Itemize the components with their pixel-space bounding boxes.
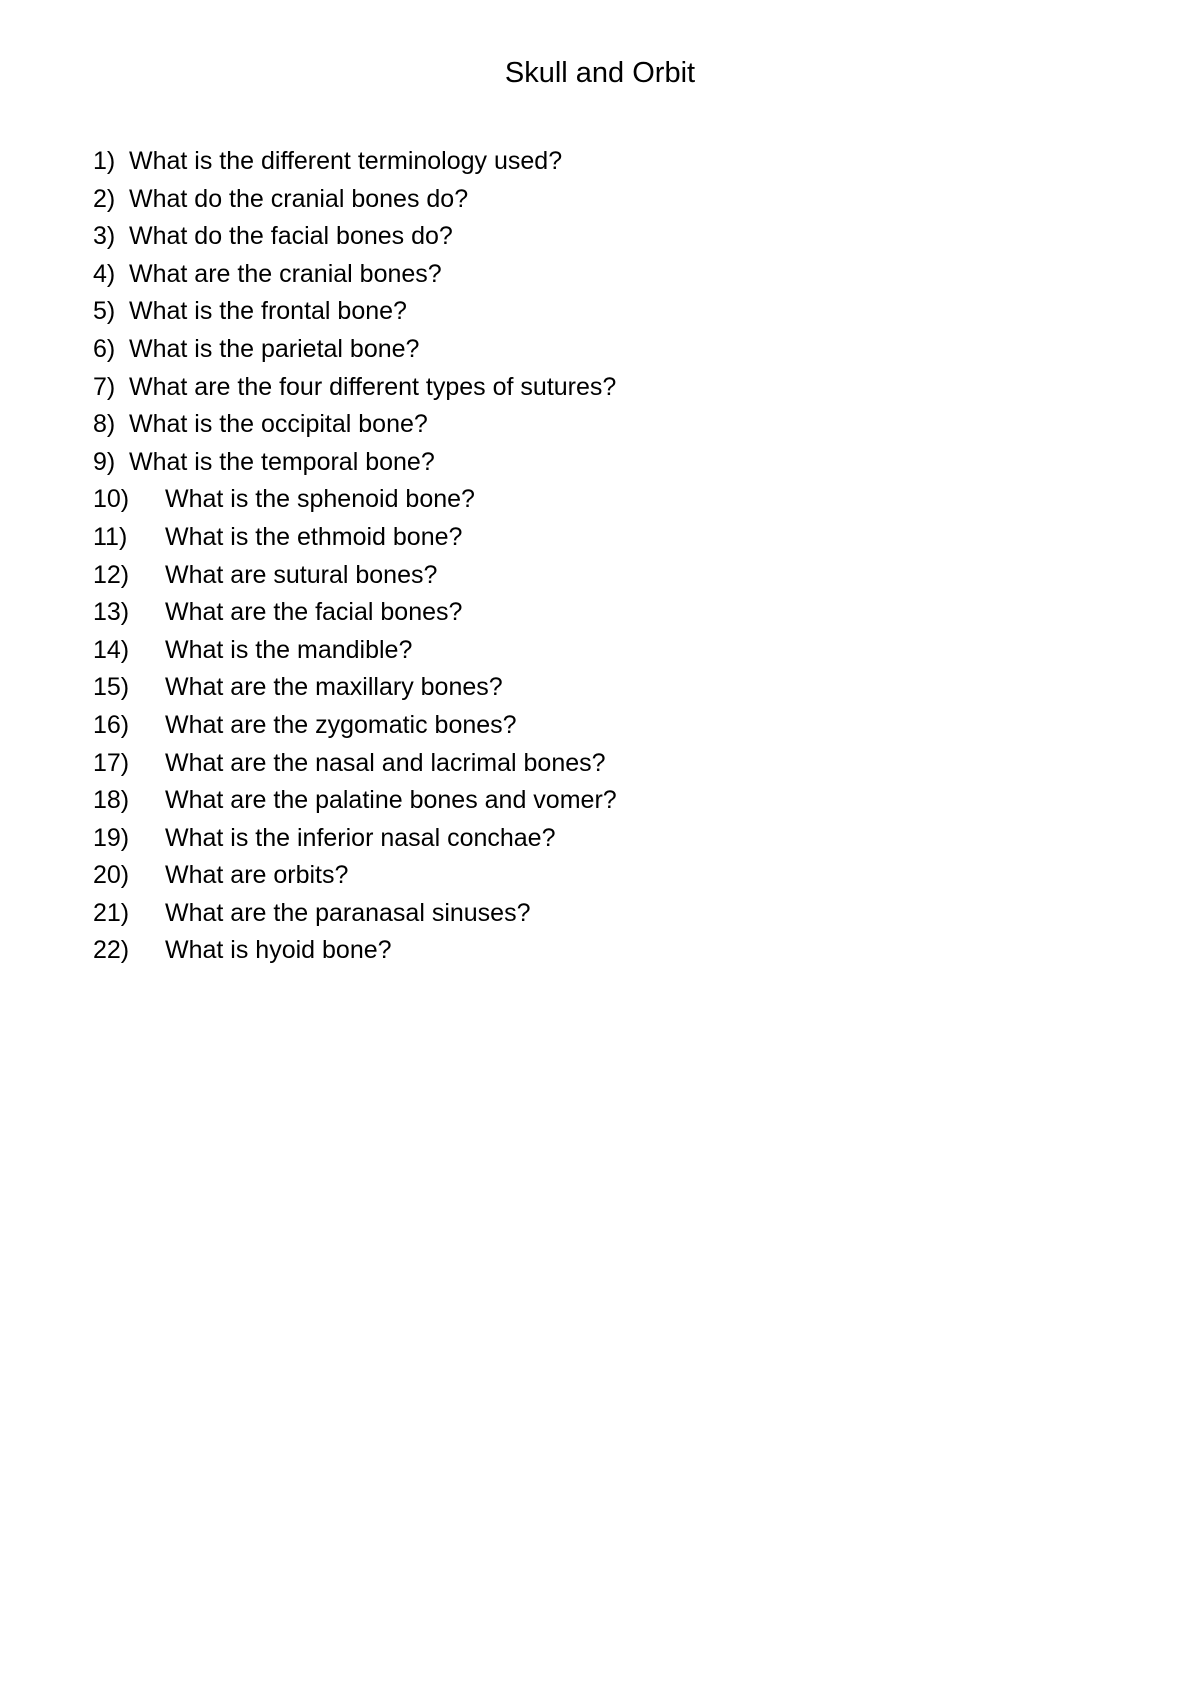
question-item — [93, 519, 1143, 557]
question-item — [93, 331, 1143, 369]
question-text: What are the four different types of sutures? — [129, 372, 617, 401]
question-item — [93, 594, 1143, 632]
question-text: What are sutural bones? — [165, 560, 438, 589]
question-list — [93, 143, 1143, 970]
question-text: What do the cranial bones do? — [129, 184, 469, 213]
question-text: What is the occipital bone? — [129, 410, 428, 439]
question-item — [93, 707, 1143, 745]
question-item — [93, 669, 1143, 707]
question-item — [93, 406, 1143, 444]
question-item — [93, 820, 1143, 858]
question-item — [93, 293, 1143, 331]
question-text: What are the palatine bones and vomer? — [165, 786, 617, 815]
question-text: What is the mandible? — [165, 635, 413, 664]
question-number: 19) — [93, 823, 130, 852]
question-text: What are the zygomatic bones? — [165, 710, 517, 739]
question-number: 3) — [93, 222, 116, 251]
question-text: What is the inferior nasal conchae? — [165, 823, 556, 852]
question-item — [93, 444, 1143, 482]
question-item — [93, 218, 1143, 256]
question-number: 8) — [93, 410, 116, 439]
question-number: 5) — [93, 297, 116, 326]
question-item — [93, 745, 1143, 783]
question-number: 10) — [93, 485, 130, 514]
question-item — [93, 895, 1143, 933]
question-number: 14) — [93, 635, 130, 664]
question-item — [93, 632, 1143, 670]
page-title: Skull and Orbit — [504, 57, 696, 89]
question-number: 9) — [93, 447, 116, 476]
question-number: 16) — [93, 710, 130, 739]
question-text: What are orbits? — [165, 861, 349, 890]
question-number: 12) — [93, 560, 130, 589]
question-number: 15) — [93, 673, 130, 702]
question-text: What is hyoid bone? — [165, 936, 392, 965]
question-text: What are the maxillary bones? — [165, 673, 503, 702]
question-number: 18) — [93, 786, 130, 815]
question-number: 22) — [93, 936, 130, 965]
question-text: What are the paranasal sinuses? — [165, 898, 531, 927]
question-text: What are the facial bones? — [165, 598, 463, 627]
question-number: 21) — [93, 898, 130, 927]
question-text: What is the different terminology used? — [129, 147, 563, 175]
question-item — [93, 181, 1143, 219]
question-number: 17) — [93, 748, 130, 777]
question-number: 2) — [93, 184, 116, 213]
question-item — [93, 256, 1143, 294]
question-text: What is the sphenoid bone? — [165, 485, 475, 514]
question-number: 1) — [93, 147, 116, 175]
question-text: What do the facial bones do? — [129, 222, 453, 251]
question-text: What is the temporal bone? — [129, 447, 435, 476]
question-item — [93, 857, 1143, 895]
question-item — [93, 782, 1143, 820]
question-number: 11) — [93, 522, 128, 551]
question-number: 4) — [93, 259, 116, 288]
question-number: 13) — [93, 598, 130, 627]
question-item — [93, 481, 1143, 519]
question-number: 7) — [93, 372, 116, 401]
question-item — [93, 557, 1143, 595]
question-text: What is the frontal bone? — [129, 297, 407, 326]
question-number: 20) — [93, 861, 130, 890]
question-text: What is the parietal bone? — [129, 334, 420, 363]
question-item — [93, 932, 1143, 970]
question-item — [93, 369, 1143, 407]
question-number: 6) — [93, 334, 116, 363]
question-text: What are the nasal and lacrimal bones? — [165, 748, 606, 777]
question-item — [93, 143, 1143, 181]
question-text: What are the cranial bones? — [129, 259, 442, 288]
question-text: What is the ethmoid bone? — [165, 522, 463, 551]
